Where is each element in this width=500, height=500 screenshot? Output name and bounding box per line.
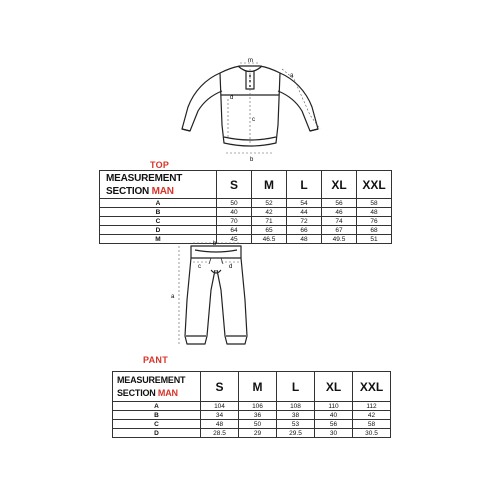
pant-size-s: S xyxy=(201,372,239,402)
top-cell: 56 xyxy=(322,199,357,208)
pant-cell: 29.5 xyxy=(277,429,315,438)
pant-cell: 108 xyxy=(277,402,315,411)
table-row xyxy=(113,411,391,420)
pant-size-xxl: XXL xyxy=(353,372,391,402)
top-cell: 46.5 xyxy=(252,235,287,244)
top-cell: 71 xyxy=(252,217,287,226)
top-label-b: b xyxy=(250,157,254,163)
pant-header-row xyxy=(113,372,391,402)
top-cell: 70 xyxy=(217,217,252,226)
pant-label-c: c xyxy=(198,264,201,270)
pant-row-label: B xyxy=(113,411,201,420)
pant-cell: 110 xyxy=(315,402,353,411)
top-label-c: c xyxy=(252,117,255,123)
pant-cell: 50 xyxy=(239,420,277,429)
top-cell: 64 xyxy=(217,226,252,235)
top-cell: 49.5 xyxy=(322,235,357,244)
pant-cell: 56 xyxy=(315,420,353,429)
table-row xyxy=(113,429,391,438)
pant-size-table xyxy=(112,371,391,438)
top-size-s: S xyxy=(217,171,252,199)
top-label-m: m xyxy=(248,58,253,64)
top-size-xl: XL xyxy=(322,171,357,199)
table-row xyxy=(100,226,392,235)
top-size-l: L xyxy=(287,171,322,199)
top-cell: 42 xyxy=(252,208,287,217)
pant-cell: 28.5 xyxy=(201,429,239,438)
table-row xyxy=(100,199,392,208)
top-garment-diagram xyxy=(170,55,330,175)
pant-cell: 30.5 xyxy=(353,429,391,438)
pant-size-l: L xyxy=(277,372,315,402)
top-cell: 40 xyxy=(217,208,252,217)
table-row xyxy=(113,420,391,429)
top-cell: 48 xyxy=(287,235,322,244)
top-cell: 58 xyxy=(357,199,392,208)
pant-header-gender: MAN xyxy=(157,387,178,398)
top-cell: 51 xyxy=(357,235,392,244)
top-cell: 54 xyxy=(287,199,322,208)
pant-row-label: D xyxy=(113,429,201,438)
table-row xyxy=(100,208,392,217)
pant-header-line2: SECTION xyxy=(117,387,156,398)
top-cell: 48 xyxy=(357,208,392,217)
top-size-table xyxy=(99,170,392,244)
table-row xyxy=(100,217,392,226)
table-row xyxy=(113,402,391,411)
pant-row-label: C xyxy=(113,420,201,429)
top-size-xxl: XXL xyxy=(357,171,392,199)
pant-header-line1: MEASUREMENT xyxy=(117,374,186,385)
top-cell: 67 xyxy=(322,226,357,235)
top-cell: 50 xyxy=(217,199,252,208)
top-row-label: M xyxy=(100,235,217,244)
pant-cell: 53 xyxy=(277,420,315,429)
pant-header-cell xyxy=(113,372,201,402)
pant-label-d: d xyxy=(229,264,233,270)
top-row-label: B xyxy=(100,208,217,217)
top-row-label: A xyxy=(100,199,217,208)
top-header-gender: MAN xyxy=(151,185,174,197)
top-row-label: D xyxy=(100,226,217,235)
top-cell: 44 xyxy=(287,208,322,217)
top-cell: 46 xyxy=(322,208,357,217)
pant-garment-diagram xyxy=(165,240,265,360)
top-cell: 66 xyxy=(287,226,322,235)
top-cell: 74 xyxy=(322,217,357,226)
pant-cell: 36 xyxy=(239,411,277,420)
top-header-row xyxy=(100,171,392,199)
pant-cell: 104 xyxy=(201,402,239,411)
pant-cell: 48 xyxy=(201,420,239,429)
top-cell: 68 xyxy=(357,226,392,235)
top-cell: 76 xyxy=(357,217,392,226)
top-label-a: a xyxy=(290,73,294,79)
top-cell: 72 xyxy=(287,217,322,226)
top-size-m: M xyxy=(252,171,287,199)
pant-cell: 29 xyxy=(239,429,277,438)
pant-row-label: A xyxy=(113,402,201,411)
top-row-label: C xyxy=(100,217,217,226)
pant-label-a: a xyxy=(171,294,175,300)
pant-cell: 42 xyxy=(353,411,391,420)
pant-cell: 34 xyxy=(201,411,239,420)
top-label-d: d xyxy=(230,95,234,101)
pant-size-xl: XL xyxy=(315,372,353,402)
pant-cell: 30 xyxy=(315,429,353,438)
top-cell: 52 xyxy=(252,199,287,208)
pant-cell: 112 xyxy=(353,402,391,411)
top-header-line1: MEASUREMENT xyxy=(106,172,183,184)
top-cell: 45 xyxy=(217,235,252,244)
pant-size-m: M xyxy=(239,372,277,402)
pant-cell: 38 xyxy=(277,411,315,420)
top-section-label: TOP xyxy=(150,160,170,170)
top-header-cell xyxy=(100,171,217,199)
top-header-line2: SECTION xyxy=(106,185,150,197)
pant-label-b: b xyxy=(213,241,217,248)
pant-cell: 58 xyxy=(353,420,391,429)
pant-section-label: PANT xyxy=(143,355,169,365)
pant-cell: 106 xyxy=(239,402,277,411)
pant-cell: 40 xyxy=(315,411,353,420)
top-cell: 65 xyxy=(252,226,287,235)
